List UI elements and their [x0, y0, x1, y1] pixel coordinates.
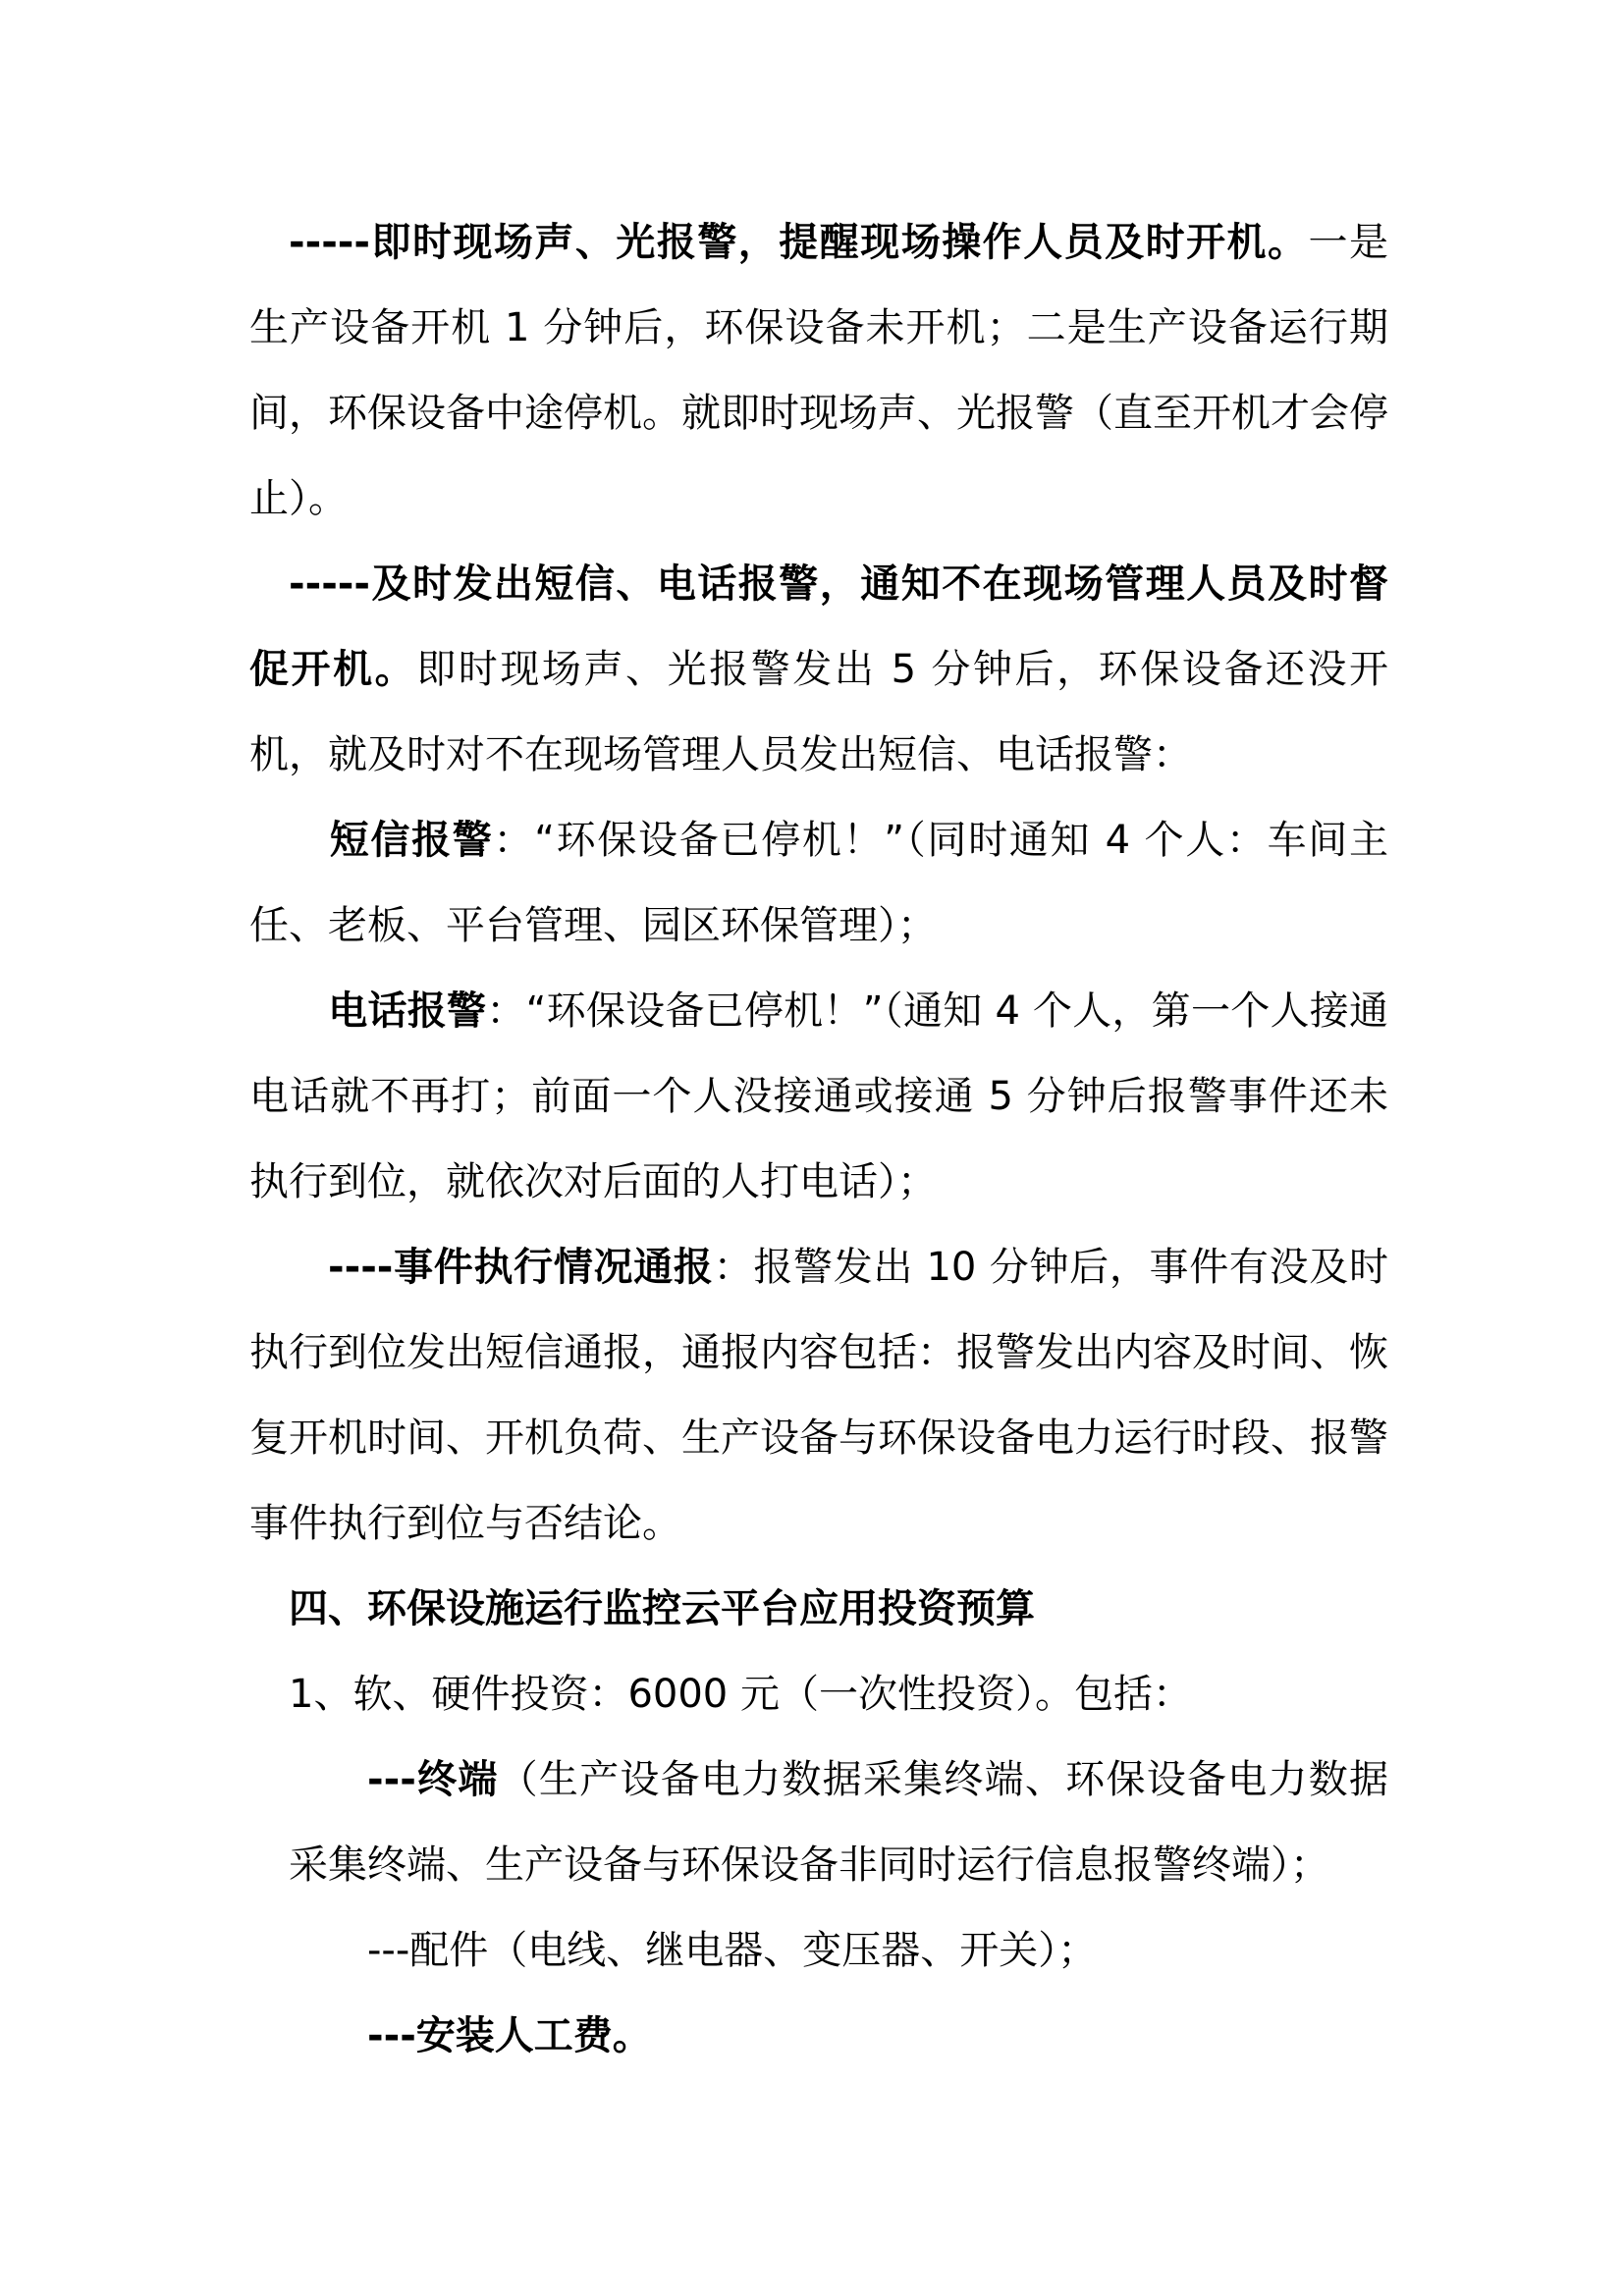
paragraph-sms-phone-alarm	[249, 542, 1388, 798]
paragraph-text: 即时现场声、光报警发出 5 分钟后，环保设备还没开机，就及时对不在现场管理人员发出短信、电话报警：	[249, 647, 1388, 777]
paragraph-lead: 电话报警	[328, 988, 487, 1034]
sub-item-text: （生产设备电力数据采集终端、环保设备电力数据采集终端、生产设备与环保设备非同时运行信息报警终端）；	[289, 1757, 1388, 1888]
paragraph-lead: 短信报警	[328, 818, 494, 863]
section-heading-4	[289, 1567, 1035, 1652]
paragraph-lead: -----及时发出短信、电话报警，通知不在现场管理人员及时督促开机。	[249, 561, 1388, 692]
sub-item-text: ---配件（电线、继电器、变压器、开关）；	[367, 1928, 1098, 1973]
paragraph-lead: ----事件执行情况通报	[328, 1245, 714, 1290]
paragraph-event-report	[249, 1225, 1388, 1567]
paragraph-lead: -----即时现场声、光报警，提醒现场操作人员及时开机。	[289, 220, 1309, 265]
paragraph-sms-alarm	[249, 798, 1388, 969]
heading-text: 四、环保设施运行监控云平台应用投资预算	[289, 1586, 1035, 1631]
paragraph-sound-light-alarm	[249, 200, 1388, 542]
paragraph-text: 一是生产设备开机 1 分钟后，环保设备未开机；二是生产设备运行期间，环保设备中途停机。就即时现场声、光报警（直至开机才会停止）。	[249, 220, 1388, 521]
sub-item-installation	[367, 1994, 652, 2079]
paragraph-phone-alarm	[249, 969, 1388, 1225]
paragraph-text: ：“环保设备已停机！”（通知 4 个人，第一个人接通电话就不再打；前面一个人没接通或接通 5 分钟后报警事件还未执行到位，就依次对后面的人打电话）；	[249, 988, 1389, 1204]
sub-item-lead: ---终端	[367, 1757, 499, 1802]
list-item-text: 1、软、硬件投资：6000 元（一次性投资）。包括：	[289, 1672, 1192, 1717]
sub-item-accessories	[367, 1908, 1097, 1994]
sub-item-text: ---安装人工费。	[367, 2013, 652, 2058]
sub-item-terminals	[289, 1737, 1388, 1908]
paragraph-text: ：“环保设备已停机！”（同时通知 4 个人：车间主任、老板、平台管理、园区环保管理）；	[249, 818, 1388, 948]
paragraph-text: ：报警发出 10 分钟后，事件有没及时执行到位发出短信通报，通报内容包括：报警发出内容及时间、恢复开机时间、开机负荷、生产设备与环保设备电力运行时段、报警事件执行到位与否结论。	[249, 1245, 1389, 1546]
list-item-1	[289, 1652, 1192, 1737]
